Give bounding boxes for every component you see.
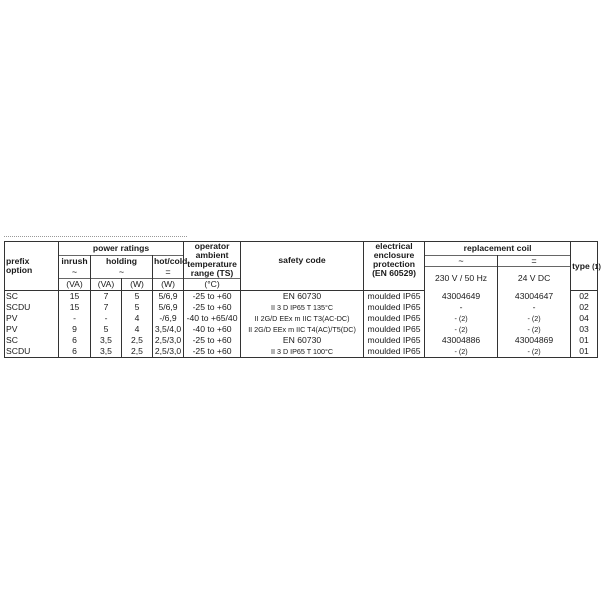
holding-header: holding <box>91 256 153 267</box>
safety-code-header: safety code <box>241 242 364 279</box>
cell-safety: II 2G/D EEx m IIC T3(AC-DC) <box>241 313 364 324</box>
cell-coil-dc: 43004647 <box>498 291 571 303</box>
cell-coil-dc: - (2) <box>498 324 571 335</box>
power-ratings-header: power ratings <box>59 242 184 256</box>
cell-enclosure: moulded IP65 <box>364 335 425 346</box>
cell-coil-ac: 43004649 <box>425 291 498 303</box>
prefix-label: prefix <box>6 256 30 267</box>
cell-prefix: PV <box>5 313 59 324</box>
cell-type: 04 <box>571 313 598 324</box>
cell-type: 01 <box>571 346 598 358</box>
cell-hold-w: 2,5 <box>122 346 153 358</box>
cell-safety: II 2G/D EEx m IIC T4(AC)/T5(DC) <box>241 324 364 335</box>
holding-va-unit: (VA) <box>91 279 122 291</box>
cell-hotcold: 2,5/3,0 <box>153 335 184 346</box>
cell-hold-va: 7 <box>91 291 122 303</box>
cell-type: 03 <box>571 324 598 335</box>
cell-type: 02 <box>571 302 598 313</box>
cell-hotcold: 5/6,9 <box>153 302 184 313</box>
cell-coil-dc: - (2) <box>498 346 571 358</box>
coil-dc-unit: 24 V DC <box>498 267 571 291</box>
hot-cold-dc-symbol: = <box>153 267 184 279</box>
cell-safety: II 3 D IP65 T 100°C <box>241 346 364 358</box>
specification-table-container <box>4 241 601 358</box>
cell-inrush: 6 <box>59 346 91 358</box>
cell-temp: -25 to +60 <box>184 302 241 313</box>
cell-hold-va: 7 <box>91 302 122 313</box>
inrush-unit: (VA) <box>59 279 91 291</box>
option-label: option <box>6 265 33 276</box>
prefix-option-header <box>5 242 59 291</box>
cell-inrush: 9 <box>59 324 91 335</box>
cell-hold-va: 3,5 <box>91 346 122 358</box>
cell-hold-va: 5 <box>91 324 122 335</box>
table-row <box>5 324 598 335</box>
cell-enclosure: moulded IP65 <box>364 346 425 358</box>
cell-inrush: - <box>59 313 91 324</box>
cell-hold-w: 5 <box>122 291 153 303</box>
cell-temp: -25 to +60 <box>184 335 241 346</box>
data-rows <box>5 291 598 358</box>
cell-type: 01 <box>571 335 598 346</box>
cell-hold-w: 2,5 <box>122 335 153 346</box>
cell-hotcold: 5/6,9 <box>153 291 184 303</box>
cell-prefix: PV <box>5 324 59 335</box>
cell-temp: -25 to +60 <box>184 291 241 303</box>
cell-safety: II 3 D IP65 T 135°C <box>241 302 364 313</box>
cell-hold-va: 3,5 <box>91 335 122 346</box>
cell-enclosure: moulded IP65 <box>364 302 425 313</box>
cell-coil-dc: 43004869 <box>498 335 571 346</box>
cell-type: 02 <box>571 291 598 303</box>
cell-coil-dc: - (2) <box>498 313 571 324</box>
header-row-1 <box>5 242 598 256</box>
cell-temp: -40 to +60 <box>184 324 241 335</box>
cell-prefix: SCDU <box>5 302 59 313</box>
scan-artifact-line <box>4 236 187 237</box>
cell-prefix: SCDU <box>5 346 59 358</box>
inrush-ac-symbol: ~ <box>59 267 91 279</box>
enclosure-header: electrical enclosure protection (EN 60529) <box>364 242 425 279</box>
hot-cold-header: hot/cold <box>154 255 188 266</box>
holding-w-unit: (W) <box>122 279 153 291</box>
cell-hotcold: 2,5/3,0 <box>153 346 184 358</box>
replacement-coil-header: replacement coil <box>425 242 571 256</box>
cell-hotcold: 3,5/4,0 <box>153 324 184 335</box>
cell-safety: EN 60730 <box>241 335 364 346</box>
table-row <box>5 346 598 358</box>
cell-hotcold: -/6,9 <box>153 313 184 324</box>
cell-hold-w: 4 <box>122 324 153 335</box>
cell-enclosure: moulded IP65 <box>364 324 425 335</box>
cell-hold-va: - <box>91 313 122 324</box>
table-row <box>5 302 598 313</box>
inrush-header: inrush <box>59 256 91 267</box>
cell-temp: -40 to +65/40 <box>184 313 241 324</box>
cell-coil-ac: - (2) <box>425 313 498 324</box>
enclosure-unit-blank <box>364 279 425 291</box>
cell-coil-ac: 43004886 <box>425 335 498 346</box>
coil-dc-symbol: = <box>498 256 571 267</box>
table-row <box>5 335 598 346</box>
hot-cold-unit: (W) <box>153 279 184 291</box>
cell-coil-ac: - (2) <box>425 324 498 335</box>
holding-ac-symbol: ~ <box>91 267 153 279</box>
cell-enclosure: moulded IP65 <box>364 291 425 303</box>
cell-prefix: SC <box>5 291 59 303</box>
cell-coil-ac: - <box>425 302 498 313</box>
cell-hold-w: 4 <box>122 313 153 324</box>
cell-safety: EN 60730 <box>241 291 364 303</box>
table-row <box>5 313 598 324</box>
type-header: type (1) <box>571 242 598 291</box>
cell-temp: -25 to +60 <box>184 346 241 358</box>
ambient-temp-header: operator ambient temperature range (TS) <box>184 242 241 279</box>
cell-coil-dc: - <box>498 302 571 313</box>
cell-coil-ac: - (2) <box>425 346 498 358</box>
cell-prefix: SC <box>5 335 59 346</box>
coil-ac-symbol: ~ <box>425 256 498 267</box>
temp-unit: (°C) <box>184 279 241 291</box>
cell-inrush: 15 <box>59 302 91 313</box>
table-row <box>5 291 598 303</box>
cell-hold-w: 5 <box>122 302 153 313</box>
cell-inrush: 15 <box>59 291 91 303</box>
cell-enclosure: moulded IP65 <box>364 313 425 324</box>
specification-table <box>4 241 601 358</box>
cell-inrush: 6 <box>59 335 91 346</box>
safety-unit-blank <box>241 279 364 291</box>
coil-ac-unit: 230 V / 50 Hz <box>425 267 498 291</box>
